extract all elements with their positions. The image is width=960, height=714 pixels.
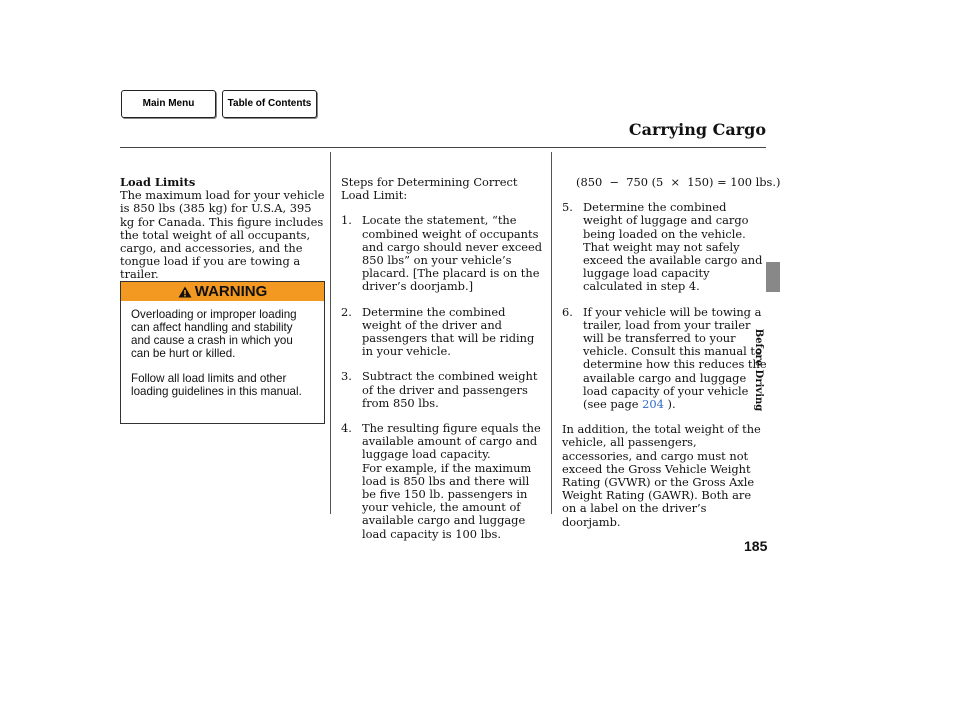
step-text: Determine the combined weight of the driver and passengers that will be riding in your vehicle. <box>362 304 535 359</box>
step-text: Subtract the combined weight of the driver and passengers from 850 lbs. <box>362 369 538 410</box>
main-menu-button[interactable]: Main Menu <box>121 90 216 118</box>
step-text <box>583 306 768 412</box>
column-2 <box>341 176 546 541</box>
example-formula: (850 − 750 (5 × 150) = 100 lbs.) <box>576 175 781 189</box>
column-3 <box>562 175 781 529</box>
section-tab-marker <box>766 262 780 292</box>
step-6-text-before: If your vehicle will be towing a trailer, load from your trailer will be transferred to your vehicle. Consult this manual to determine how this reduces the available cargo and luggage load capacity of your vehicle (see page <box>583 304 767 412</box>
step-1 <box>341 214 546 293</box>
step-text: Determine the combined weight of luggage and cargo being loaded on the vehicle. That weight may not safely exceed the available cargo and luggage load capacity calculated in step 4. <box>583 200 763 294</box>
warning-title: WARNING <box>194 283 268 300</box>
step-4 <box>341 422 546 541</box>
warning-text-1: Overloading or improper loading can affect handling and stability and cause a crash in which you can be hurt or killed. <box>131 308 297 360</box>
page-number: 185 <box>744 538 768 554</box>
load-limits-heading: Load Limits <box>120 175 196 189</box>
step-number: 4. <box>341 421 352 436</box>
step-number: 2. <box>341 304 352 319</box>
section-title: Carrying Cargo <box>628 120 766 139</box>
step-text: The resulting figure equals the available amount of cargo and luggage load capacity. <box>362 421 541 462</box>
warning-body <box>121 301 324 398</box>
header-divider <box>120 147 766 148</box>
step-number: 6. <box>562 304 573 319</box>
step-number: 1. <box>341 213 352 228</box>
step-2 <box>341 306 546 359</box>
step-number: 3. <box>341 369 352 384</box>
warning-header <box>121 282 324 301</box>
step-example: For example, if the maximum load is 850 lbs and there will be five 150 lb. passengers in your vehicle, the amount of available cargo and luggage load capacity is 100 lbs. <box>362 460 532 541</box>
column-divider-1 <box>330 152 331 514</box>
step-text: Locate the statement, “the combined weight of occupants and cargo should never exceed 850 lbs” on your vehicle’s placard. [The placard is on the driver’s doorjamb.] <box>362 213 542 294</box>
side-section-label: Before Driving <box>753 328 764 412</box>
column-divider-2 <box>551 152 552 514</box>
warning-box <box>120 281 325 424</box>
step-5 <box>562 201 768 293</box>
step-6 <box>562 306 768 412</box>
warning-text-2: Follow all load limits and other loading guidelines in this manual. <box>131 372 302 398</box>
load-limits-intro: The maximum load for your vehicle is 850 lbs (385 kg) for U.S.A, 395 kg for Canada. This figure includes the total weight of all occupants, cargo, and accessories, and the tongue load if you are towing a trailer. <box>120 188 325 282</box>
page-204-link[interactable]: 204 <box>642 397 664 412</box>
step-number: 5. <box>562 200 573 215</box>
warning-triangle-icon <box>178 286 192 298</box>
closing-paragraph: In addition, the total weight of the vehicle, all passengers, accessories, and cargo must not exceed the Gross Vehicle Weight Rating (GVWR) or the Gross Axle Weight Rating (GAWR). Both are on a label on the driver’s doorjamb. <box>562 422 761 529</box>
table-of-contents-button[interactable]: Table of Contents <box>222 90 317 118</box>
step-3 <box>341 370 546 410</box>
step-6-text-after: ). <box>663 397 676 412</box>
column-1 <box>120 176 325 282</box>
steps-intro: Steps for Determining Correct Load Limit: <box>341 175 518 203</box>
